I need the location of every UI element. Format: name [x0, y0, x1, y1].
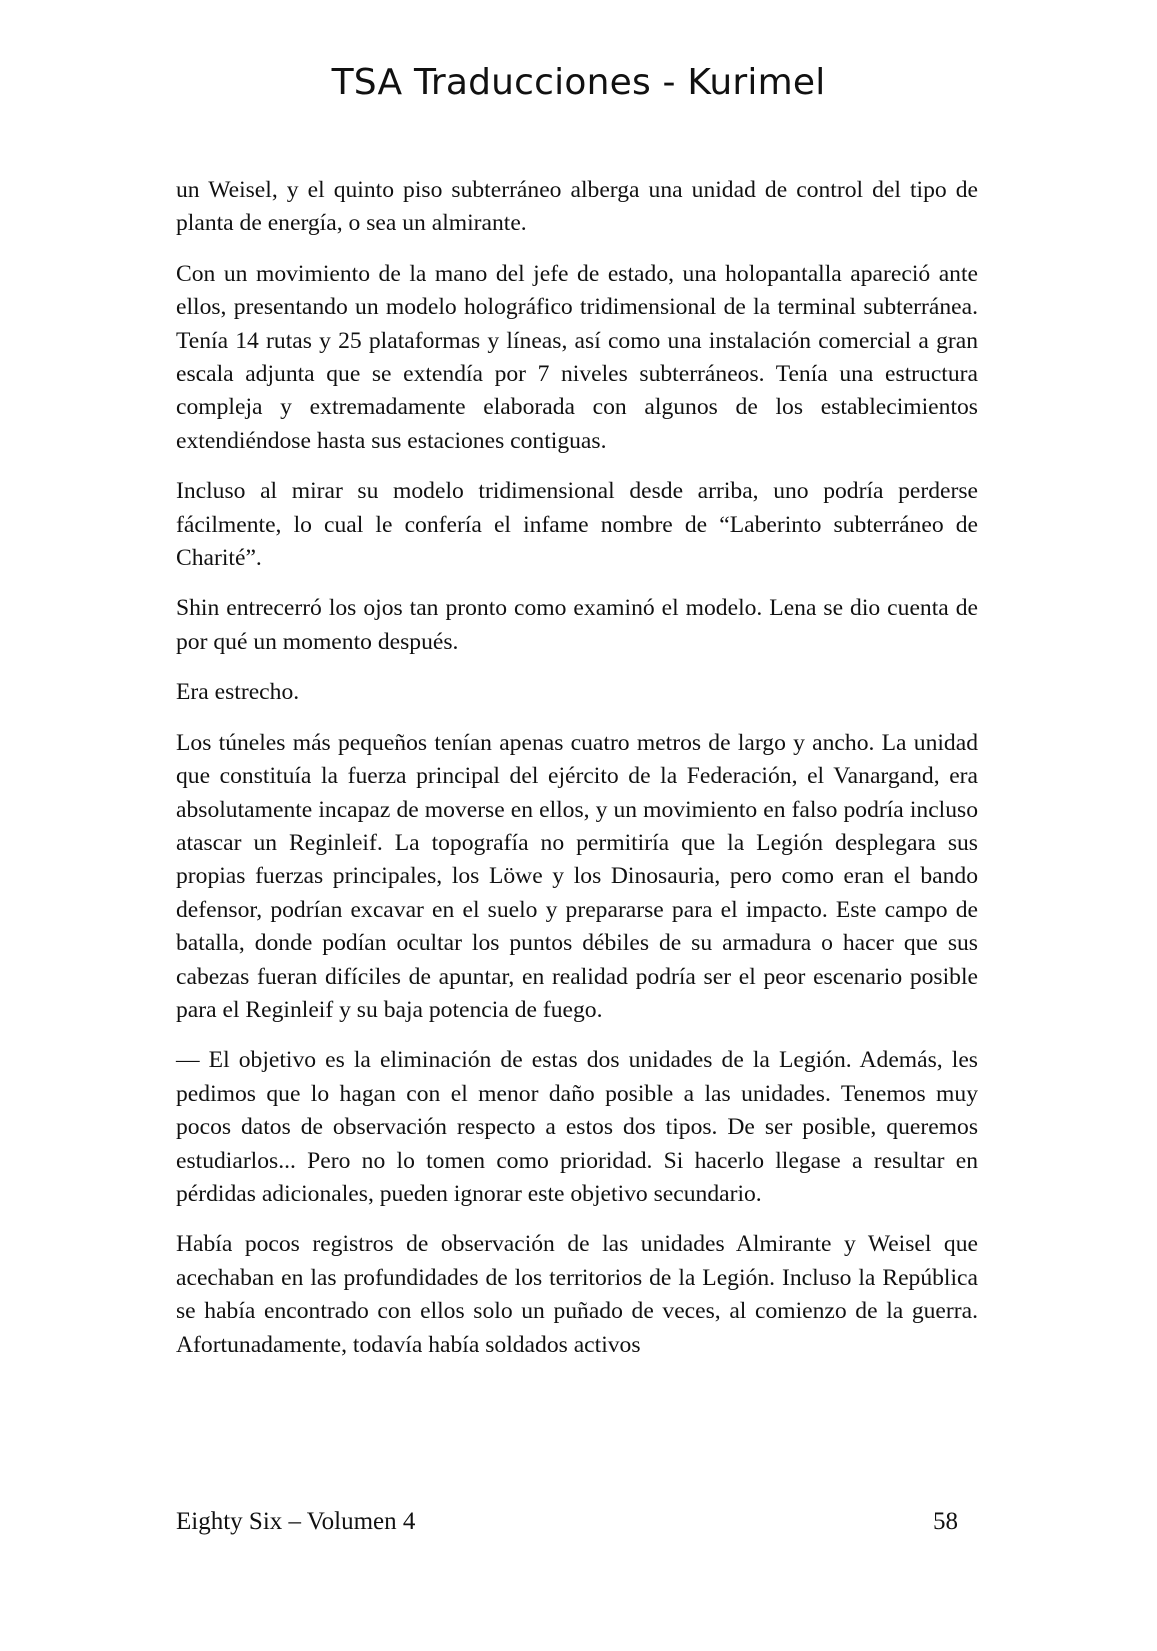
paragraph: — El objetivo es la eliminación de estas dos unidades de la Legión. Además, les pedimos que lo hagan con el menor daño posible a las unidades. Tenemos muy pocos datos de observación respecto a estos dos tipos. De ser posible, queremos estudiarlos... Pero no lo tomen como prioridad. Si hacerlo llegase a resultar en pérdidas adicionales, pueden ignorar este objetivo secundario.	[176, 1047, 978, 1207]
footer-book-title: Eighty Six – Volumen 4	[176, 1508, 416, 1535]
page-number: 58	[933, 1508, 958, 1535]
paragraph: Con un movimiento de la mano del jefe de estado, una holopantalla apareció ante ellos, presentando un modelo holográfico tridimensional de la terminal subterránea. Tenía 14 rutas y 25 plataformas y líneas, así como una instalación comercial a gran escala adjunta que se extendía por 7 niveles subterráneos. Tenía una estructura compleja y extremadamente elaborada con algunos de los establecimientos extendiéndose hasta sus estaciones contiguas.	[176, 260, 978, 454]
paragraph: Shin entrecerró los ojos tan pronto como examinó el modelo. Lena se dio cuenta de por qué un momento después.	[176, 595, 978, 655]
paragraph: Había pocos registros de observación de las unidades Almirante y Weisel que acechaban en las profundidades de los territorios de la Legión. Incluso la República se había encontrado con ellos solo un puñado de veces, al comienzo de la guerra. Afortunadamente, todavía había soldados activos	[176, 1231, 978, 1358]
paragraph: un Weisel, y el quinto piso subterráneo alberga una unidad de control del tipo de planta de energía, o sea un almirante.	[176, 177, 978, 237]
paragraph: Los túneles más pequeños tenían apenas cuatro metros de largo y ancho. La unidad que constituía la fuerza principal del ejército de la Federación, el Vanargand, era absolutamente incapaz de moverse en ellos, y un movimiento en falso podría incluso atascar un Reginleif. La topografía no permitiría que la Legión desplegara sus propias fuerzas principales, los Löwe y los Dinosauria, pero como eran el bando defensor, podrían excavar en el suelo y prepararse para el impacto. Este campo de batalla, donde podían ocultar los puntos débiles de su armadura o hacer que sus cabezas fueran difíciles de apuntar, en realidad podría ser el peor escenario posible para el Reginleif y su baja potencia de fuego.	[176, 729, 978, 1023]
page-footer	[176, 1508, 958, 1536]
paragraph: Incluso al mirar su modelo tridimensional desde arriba, uno podría perderse fácilmente, lo cual le confería el infame nombre de “Laberinto subterráneo de Charité”.	[176, 478, 978, 572]
body-text	[176, 174, 978, 1379]
page-header-title: TSA Traducciones - Kurimel	[331, 62, 826, 103]
paragraph: Era estrecho.	[176, 679, 300, 706]
